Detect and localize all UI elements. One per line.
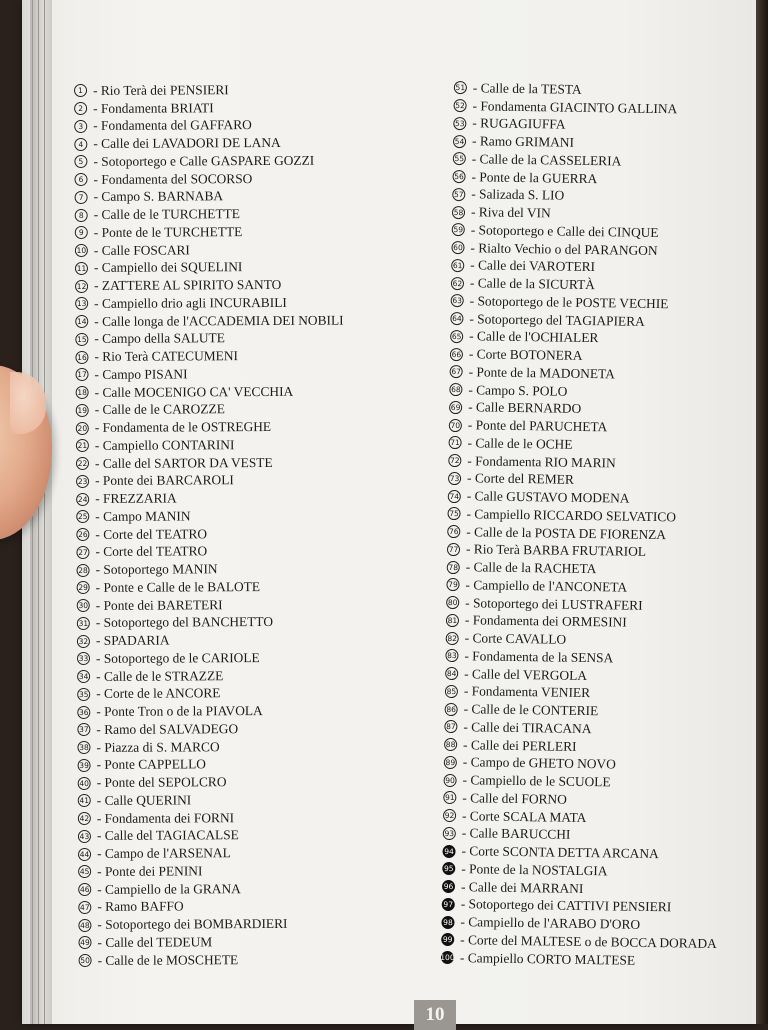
item-text: - Fondamenta de la SENSA bbox=[464, 648, 614, 666]
item-text: - Salizada S. LIO bbox=[471, 186, 565, 204]
item-text: - Calle GUSTAVO MODENA bbox=[466, 488, 630, 506]
list-item bbox=[74, 134, 342, 153]
book-spine-gap bbox=[756, 0, 768, 1024]
item-text: - Calle de le MOSCHETE bbox=[97, 951, 239, 968]
item-number-badge: 6 bbox=[74, 173, 87, 186]
item-number-badge: 12 bbox=[75, 280, 88, 293]
list-item bbox=[75, 205, 343, 224]
item-number-badge: 50 bbox=[79, 954, 92, 967]
item-text: - Fondamenta BRIATI bbox=[93, 99, 214, 116]
item-number-badge: 11 bbox=[75, 262, 88, 275]
item-number-badge: 63 bbox=[451, 294, 464, 307]
page-edge-line bbox=[44, 0, 45, 1024]
item-text: - Campo MANIN bbox=[95, 508, 191, 524]
item-number-badge: 73 bbox=[448, 472, 461, 485]
item-number-badge: 4 bbox=[74, 138, 87, 151]
item-number-badge: 23 bbox=[76, 475, 89, 488]
list-item bbox=[441, 949, 717, 971]
item-number-badge: 54 bbox=[453, 135, 466, 148]
item-number-badge: 71 bbox=[449, 436, 462, 449]
item-text: - Campiello dei SQUELINI bbox=[93, 259, 243, 276]
item-text: - Corte SCALA MATA bbox=[461, 807, 587, 825]
item-text: - Corte BOTONERA bbox=[468, 346, 583, 364]
item-number-badge: 84 bbox=[445, 667, 458, 680]
item-text: - Sotoportego de le CARIOLE bbox=[95, 649, 260, 666]
item-text: - Calle BERNARDO bbox=[468, 399, 582, 417]
item-number-badge: 37 bbox=[77, 723, 90, 736]
item-text: - Ponte de la NOSTALGIA bbox=[461, 861, 608, 879]
item-number-badge: 82 bbox=[446, 632, 459, 645]
item-text: - Ponte e Calle de le BALOTE bbox=[95, 578, 261, 595]
list-item bbox=[78, 826, 346, 845]
item-number-badge: 94 bbox=[442, 845, 455, 858]
item-text: - Calle del SARTOR DA VESTE bbox=[94, 454, 273, 471]
list-item bbox=[75, 223, 343, 242]
list-item bbox=[75, 294, 343, 313]
list-item bbox=[76, 524, 344, 543]
list-item bbox=[77, 720, 345, 739]
item-text: - Calle de la POSTA DE FIORENZA bbox=[466, 523, 667, 542]
item-number-badge: 99 bbox=[441, 933, 454, 946]
item-number-badge: 8 bbox=[75, 209, 88, 222]
item-text: - Corte CAVALLO bbox=[464, 630, 567, 647]
list-item bbox=[76, 453, 344, 472]
item-number-badge: 24 bbox=[76, 493, 89, 506]
item-number-badge: 1 bbox=[74, 84, 87, 97]
item-text: - Piazza di S. MARCO bbox=[96, 738, 220, 755]
item-number-badge: 83 bbox=[445, 649, 458, 662]
item-number-badge: 39 bbox=[78, 759, 91, 772]
list-item bbox=[77, 595, 345, 614]
item-text: - Calle de la SICURTÀ bbox=[469, 275, 595, 293]
list-item bbox=[76, 382, 344, 401]
item-text: - Fondamenta VENIER bbox=[463, 683, 591, 701]
item-number-badge: 58 bbox=[452, 206, 465, 219]
book-page bbox=[22, 0, 757, 1024]
item-text: - Calle de le STRAZZE bbox=[96, 667, 224, 684]
item-text: - Calle de la RACHETA bbox=[465, 559, 597, 577]
item-text: - Calle BARUCCHI bbox=[461, 825, 571, 843]
item-number-badge: 7 bbox=[75, 191, 88, 204]
street-list-left-column bbox=[74, 81, 347, 970]
item-text: - Sotoportego del BANCHETTO bbox=[95, 614, 274, 631]
item-text: - Calle de l'OCHIALER bbox=[469, 328, 599, 346]
list-item bbox=[76, 400, 344, 419]
item-text: - Fondamenta dei ORMESINI bbox=[464, 612, 627, 630]
list-item bbox=[77, 613, 345, 632]
list-item bbox=[75, 258, 343, 277]
item-text: - ZATTERE AL SPIRITO SANTO bbox=[94, 277, 282, 294]
item-number-badge: 45 bbox=[78, 865, 91, 878]
item-number-badge: 79 bbox=[446, 578, 459, 591]
list-item bbox=[78, 773, 346, 792]
list-item bbox=[75, 187, 343, 206]
list-item bbox=[77, 578, 345, 597]
item-number-badge: 41 bbox=[78, 794, 91, 807]
item-text: - Fondamenta dei FORNI bbox=[96, 809, 235, 826]
item-text: - Corte del MALTESE o de BOCCA DORADA bbox=[460, 932, 717, 951]
item-text: - Corte de le ANCORE bbox=[96, 685, 221, 702]
list-item bbox=[78, 897, 346, 916]
item-number-badge: 70 bbox=[449, 419, 462, 432]
item-text: - Sotoportego dei LUSTRAFERI bbox=[465, 594, 643, 613]
item-number-badge: 80 bbox=[446, 596, 459, 609]
item-text: - Ponte dei PENINI bbox=[97, 863, 203, 879]
item-number-badge: 21 bbox=[76, 439, 89, 452]
item-text: - Campo de GHETO NOVO bbox=[462, 754, 616, 772]
item-text: - Corte del TEATRO bbox=[95, 525, 208, 542]
list-item bbox=[75, 365, 343, 384]
item-number-badge: 42 bbox=[78, 812, 91, 825]
item-text: - Rialto Vechio o del PARANGON bbox=[470, 239, 658, 258]
item-number-badge: 66 bbox=[450, 348, 463, 361]
item-number-badge: 29 bbox=[77, 581, 90, 594]
item-number-badge: 38 bbox=[77, 741, 90, 754]
item-text: - Ponte de la MADONETA bbox=[468, 364, 615, 382]
item-number-badge: 57 bbox=[452, 188, 465, 201]
item-number-badge: 19 bbox=[76, 404, 89, 417]
item-number-badge: 46 bbox=[78, 883, 91, 896]
list-item bbox=[78, 791, 346, 810]
item-number-badge: 27 bbox=[76, 546, 89, 559]
list-item bbox=[75, 329, 343, 348]
item-number-badge: 47 bbox=[78, 901, 91, 914]
item-text: - RUGAGIUFFA bbox=[472, 115, 566, 133]
item-number-badge: 34 bbox=[77, 670, 90, 683]
item-text: - Ponte del SEPOLCRO bbox=[96, 774, 227, 791]
item-text: - Corte del TEATRO bbox=[95, 543, 208, 560]
item-number-badge: 65 bbox=[450, 330, 463, 343]
list-item bbox=[77, 631, 345, 650]
item-text: - Ponte de le TURCHETTE bbox=[93, 223, 243, 240]
item-number-badge: 98 bbox=[441, 916, 454, 929]
item-text: - Ponte del PARUCHETA bbox=[467, 417, 608, 435]
item-text: - Calle de le OCHE bbox=[467, 435, 573, 452]
item-number-badge: 28 bbox=[77, 564, 90, 577]
item-text: - Calle del VERGOLA bbox=[464, 665, 588, 683]
item-text: - Calle de la TESTA bbox=[472, 80, 582, 97]
item-text: - Calle de le TURCHETTE bbox=[93, 206, 241, 223]
item-number-badge: 93 bbox=[443, 827, 456, 840]
item-text: - Campiello de l'ARABO D'ORO bbox=[460, 914, 641, 932]
street-list-right-column bbox=[441, 79, 730, 970]
list-item bbox=[76, 542, 344, 561]
list-item bbox=[76, 471, 344, 490]
item-text: - Campiello de l'ANCONETA bbox=[465, 577, 628, 595]
list-item bbox=[78, 879, 346, 898]
item-text: - Calle dei MARRANI bbox=[460, 878, 584, 896]
item-text: - Campo de l'ARSENAL bbox=[97, 845, 231, 862]
item-text: - Sotoportego MANIN bbox=[95, 561, 218, 578]
item-text: - Ramo del SALVADEGO bbox=[96, 721, 239, 737]
item-text: - Campiello CORTO MALTESE bbox=[459, 949, 636, 968]
item-number-badge: 90 bbox=[444, 774, 457, 787]
item-number-badge: 74 bbox=[448, 490, 461, 503]
item-text: - Campiello de la GRANA bbox=[97, 880, 241, 897]
list-item bbox=[76, 436, 344, 455]
item-number-badge: 96 bbox=[442, 880, 455, 893]
item-number-badge: 68 bbox=[449, 383, 462, 396]
item-number-badge: 89 bbox=[444, 756, 457, 769]
list-item bbox=[75, 276, 343, 295]
item-number-badge: 13 bbox=[75, 297, 88, 310]
item-number-badge: 87 bbox=[444, 720, 457, 733]
list-item bbox=[77, 666, 345, 685]
item-text: - Fondamenta de le OSTREGHE bbox=[94, 419, 272, 436]
item-text: - Calle dei LAVADORI DE LANA bbox=[93, 135, 281, 152]
item-number-badge: 40 bbox=[78, 777, 91, 790]
list-item bbox=[78, 933, 346, 952]
list-item bbox=[78, 844, 346, 863]
item-text: - Calle de le CAROZZE bbox=[94, 401, 225, 418]
item-text: - Calle dei TIRACANA bbox=[463, 719, 592, 736]
list-item bbox=[75, 240, 343, 259]
item-number-badge: 56 bbox=[452, 170, 465, 183]
item-number-badge: 60 bbox=[451, 241, 464, 254]
item-number-badge: 5 bbox=[74, 155, 87, 168]
item-number-badge: 44 bbox=[78, 848, 91, 861]
item-number-badge: 14 bbox=[75, 315, 88, 328]
item-number-badge: 22 bbox=[76, 457, 89, 470]
list-item bbox=[74, 152, 342, 171]
list-item bbox=[78, 755, 346, 774]
item-number-badge: 72 bbox=[448, 454, 461, 467]
item-number-badge: 25 bbox=[76, 510, 89, 523]
item-text: - Ponte dei BARETERI bbox=[95, 596, 223, 613]
item-text: - Sotoportego del TAGIAPIERA bbox=[469, 310, 645, 329]
item-text: - Calle de la CASSELERIA bbox=[471, 151, 622, 169]
item-number-badge: 91 bbox=[443, 791, 456, 804]
list-item bbox=[77, 560, 345, 579]
item-text: - Calle longa de l'ACCADEMIA DEI NOBILI bbox=[94, 312, 344, 329]
item-number-badge: 52 bbox=[454, 99, 467, 112]
item-number-badge: 100 bbox=[440, 953, 455, 963]
item-text: - Campo S. BARNABA bbox=[93, 188, 224, 205]
item-text: - Campiello CONTARINI bbox=[94, 437, 235, 453]
item-number-badge: 95 bbox=[442, 862, 455, 875]
list-item bbox=[78, 862, 346, 881]
item-number-badge: 30 bbox=[77, 599, 90, 612]
list-item bbox=[77, 649, 345, 668]
item-text: - Campiello de le SCUOLE bbox=[462, 772, 611, 790]
item-number-badge: 62 bbox=[451, 277, 464, 290]
item-text: - Sotoportego e Calle dei CINQUE bbox=[470, 222, 659, 240]
list-item bbox=[74, 116, 342, 135]
item-text: - Ponte CAPPELLO bbox=[96, 756, 206, 773]
item-number-badge: 49 bbox=[78, 936, 91, 949]
list-item bbox=[74, 81, 342, 100]
item-text: - Sotoportego e Calle GASPARE GOZZI bbox=[93, 152, 315, 169]
item-number-badge: 69 bbox=[449, 401, 462, 414]
item-number-badge: 32 bbox=[77, 635, 90, 648]
item-number-badge: 2 bbox=[74, 102, 87, 115]
item-text: - Ponte dei BARCAROLI bbox=[95, 472, 234, 489]
item-number-badge: 55 bbox=[453, 152, 466, 165]
list-item bbox=[74, 169, 342, 188]
item-number-badge: 10 bbox=[75, 244, 88, 257]
item-number-badge: 64 bbox=[450, 312, 463, 325]
item-text: - Fondamenta RIO MARIN bbox=[467, 452, 616, 471]
item-text: - Riva del VIN bbox=[470, 204, 551, 221]
item-number-badge: 77 bbox=[447, 543, 460, 556]
list-item bbox=[77, 702, 345, 721]
item-number-badge: 16 bbox=[75, 351, 88, 364]
item-number-badge: 15 bbox=[75, 333, 88, 346]
item-text: - Ponte Tron o de la PIAVOLA bbox=[96, 703, 263, 720]
list-item bbox=[76, 489, 344, 508]
item-text: - SPADARIA bbox=[95, 632, 170, 649]
item-text: - Calle del TAGIACALSE bbox=[96, 827, 239, 844]
item-number-badge: 81 bbox=[446, 614, 459, 627]
item-text: - Campo PISANI bbox=[94, 366, 188, 382]
item-number-badge: 88 bbox=[444, 738, 457, 751]
item-text: - Campo della SALUTE bbox=[94, 330, 225, 347]
item-number-badge: 35 bbox=[77, 688, 90, 701]
item-number-badge: 3 bbox=[74, 120, 87, 133]
item-text: - Sotoportego de le POSTE VECHIE bbox=[469, 293, 669, 312]
item-text: - Fondamenta del GAFFARO bbox=[93, 117, 252, 134]
list-item bbox=[79, 950, 347, 969]
item-text: - Corte del REMER bbox=[466, 470, 574, 488]
item-number-badge: 61 bbox=[451, 259, 464, 272]
item-text: - Ponte de la GUERRA bbox=[471, 168, 598, 186]
item-text: - Calle del FORNO bbox=[462, 790, 567, 807]
item-text: - Ramo BAFFO bbox=[97, 898, 184, 915]
item-number-badge: 9 bbox=[75, 226, 88, 239]
item-number-badge: 75 bbox=[447, 507, 460, 520]
list-item bbox=[75, 347, 343, 366]
item-number-badge: 59 bbox=[452, 223, 465, 236]
item-text: - Fondamenta del SOCORSO bbox=[93, 170, 253, 187]
item-number-badge: 51 bbox=[454, 81, 467, 94]
list-item bbox=[76, 507, 344, 526]
list-item bbox=[76, 418, 344, 437]
item-number-badge: 33 bbox=[77, 652, 90, 665]
page-number: 10 bbox=[414, 1000, 456, 1030]
item-number-badge: 26 bbox=[76, 528, 89, 541]
item-number-badge: 97 bbox=[442, 898, 455, 911]
item-number-badge: 67 bbox=[450, 365, 463, 378]
item-text: - Rio Terà BARBA FRUTARIOL bbox=[465, 541, 647, 560]
item-text: - Calle QUERINI bbox=[96, 792, 192, 808]
item-text: - Campiello RICCARDO SELVATICO bbox=[466, 506, 677, 525]
item-number-badge: 17 bbox=[75, 368, 88, 381]
item-number-badge: 78 bbox=[447, 561, 460, 574]
item-text: - Calle dei VAROTERI bbox=[470, 257, 596, 275]
list-item bbox=[78, 808, 346, 827]
item-text: - Calle FOSCARI bbox=[93, 242, 190, 258]
item-text: - Corte SCONTA DETTA ARCANA bbox=[461, 843, 659, 862]
item-text: - Sotoportego dei BOMBARDIERI bbox=[97, 916, 288, 933]
item-number-badge: 48 bbox=[78, 919, 91, 932]
item-text: - FREZZARIA bbox=[95, 490, 177, 507]
item-number-badge: 53 bbox=[453, 117, 466, 130]
item-number-badge: 76 bbox=[447, 525, 460, 538]
item-number-badge: 86 bbox=[445, 703, 458, 716]
item-text: - Sotoportego dei CATTIVI PENSIERI bbox=[460, 896, 672, 915]
list-item bbox=[77, 737, 345, 756]
item-number-badge: 20 bbox=[76, 422, 89, 435]
item-number-badge: 31 bbox=[77, 617, 90, 630]
item-number-badge: 85 bbox=[445, 685, 458, 698]
item-text: - Calle de le CONTERIE bbox=[463, 701, 599, 719]
list-item bbox=[75, 311, 343, 330]
item-text: - Calle MOCENIGO CA' VECCHIA bbox=[94, 383, 294, 400]
item-number-badge: 92 bbox=[443, 809, 456, 822]
item-number-badge: 18 bbox=[76, 386, 89, 399]
item-number-badge: 43 bbox=[78, 830, 91, 843]
item-text: - Calle dei PERLERI bbox=[463, 736, 577, 754]
item-text: - Rio Terà dei PENSIERI bbox=[93, 82, 229, 98]
page-edge-line bbox=[38, 0, 39, 1024]
item-text: - Campiello drio agli INCURABILI bbox=[94, 294, 287, 311]
item-number-badge: 36 bbox=[77, 706, 90, 719]
list-item bbox=[77, 684, 345, 703]
list-item bbox=[74, 98, 342, 117]
item-text: - Rio Terà CATECUMENI bbox=[94, 348, 238, 365]
item-text: - Ramo GRIMANI bbox=[471, 133, 575, 150]
item-text: - Campo S. POLO bbox=[468, 381, 568, 399]
list-item bbox=[78, 915, 346, 934]
item-text: - Fondamenta GIACINTO GALLINA bbox=[472, 97, 678, 116]
item-text: - Calle del TEDEUM bbox=[97, 934, 213, 950]
